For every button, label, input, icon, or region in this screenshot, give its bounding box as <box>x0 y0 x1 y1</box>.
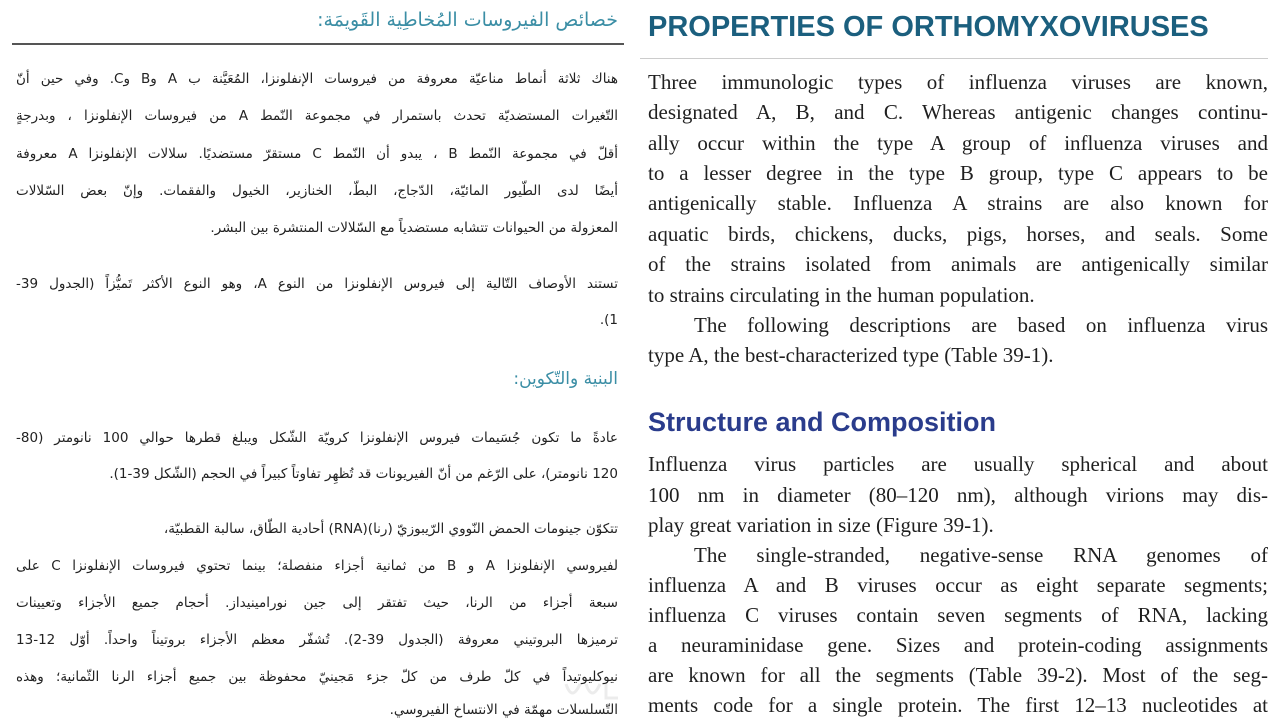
arabic-para1-line: أقلّ في مجموعة النّمط B ، يبدو أن النّمط C مستقرّ مستضديًا. سلالات الإنفلونزا A معروفة <box>16 146 618 162</box>
english-para1-line: to a lesser degree in the type B group, type C appears to be <box>648 161 1268 185</box>
arabic-para4-line: تتكوّن جينومات الحمض النّووي الرّيبوزيّ (رنا)(RNA) أحادية الطّاق، سالبة القطبيّة، <box>163 521 618 537</box>
arabic-title: خصائص الفيروسات المُخاطِية القَويمَة: <box>317 9 618 31</box>
arabic-section-heading: البنية والتّكوين: <box>513 369 618 389</box>
english-title: PROPERTIES OF ORTHOMYXOVIRUSES <box>648 11 1209 43</box>
english-para1-line: designated A, B, and C. Whereas antigenic changes continu- <box>648 100 1268 124</box>
arabic-para1-line: هناك ثلاثة أنماط مناعيّة معروفة من فيروسات الإنفلونزا، المُعَيَّنة ب A وB وC. وفي حين أنّ <box>16 71 618 87</box>
english-para2-line: The following descriptions are based on influenza virus <box>694 313 1268 337</box>
english-para3-line: Influenza virus particles are usually spherical and about <box>648 452 1268 476</box>
english-para2-line: type A, the best-characterized type (Table 39-1). <box>648 343 1054 367</box>
arabic-para4-line: سبعة أجزاء من الرنا، حيث تفتقر إلى جين نورامينيداز. أحجام جميع الأجزاء وتعيينات <box>16 595 618 611</box>
arabic-para1-line: المعزولة من الحيوانات تتشابه مستضدياً مع السّلالات المنتشرة بين البشر. <box>210 220 618 236</box>
arabic-para1-line: أيضًا لدى الطّيور المائيّة، الدّجاج، البطّ، الخنازير، الخيول والفقمات. وإنّ بعض السّلالات <box>16 183 618 199</box>
english-para1-line: Three immunologic types of influenza viruses are known, <box>648 70 1268 94</box>
english-para1-line: aquatic birds, chickens, ducks, pigs, horses, and seals. Some <box>648 222 1268 246</box>
english-para4-line: influenza A and B viruses occur as eight separate segments; <box>648 573 1268 597</box>
english-para4-line: a neuraminidase gene. Sizes and protein-coding assignments <box>648 633 1268 657</box>
english-section-heading: Structure and Composition <box>648 407 997 437</box>
arabic-para4-line: التّسلسلات مهمّة في الانتساخ الفيروسي. <box>389 702 618 718</box>
arabic-para4-line: لفيروسي الإنفلونزا A و B من ثمانية أجزاء منفصلة؛ بينما تحتوي فيروسات الإنفلونزا C على <box>16 558 618 574</box>
arabic-para1-line: التّغيرات المستضديّة تحدث باستمرار في مجموعة النّمط A من فيروسات الإنفلونزا ، وبدرجةٍ <box>16 108 619 124</box>
english-para4-line: The single-stranded, negative-sense RNA genomes of <box>694 543 1268 567</box>
english-para3-line: 100 nm in diameter (80–120 nm), although virions may dis- <box>648 483 1268 507</box>
english-para4-line: ments code for a single protein. The first 12–13 nucleotides at <box>648 693 1268 717</box>
arabic-para3-line: عادةً ما تكون جُسَيمات فيروس الإنفلونزا كرويّة الشّكل ويبلغ قطرها حوالي 100 نانومتر (80- <box>16 430 618 446</box>
english-para3-line: play great variation in size (Figure 39-1). <box>648 513 994 537</box>
english-para1-line: to strains circulating in the human population. <box>648 283 1035 307</box>
title-divider <box>640 58 1268 59</box>
arabic-para4-line: نيوكليوتيداً في كلّ طرف من كلّ جزء مَجينيّ محفوظة بين جميع أجزاء الرنا الثّمانية؛ وهذه <box>16 669 618 685</box>
arabic-para2-line: 1). <box>599 312 618 328</box>
english-para1-line: ally occur within the type A group of influenza viruses and <box>648 131 1268 155</box>
arabic-column <box>12 0 624 719</box>
english-para1-line: of the strains isolated from animals are antigenically similar <box>648 252 1268 276</box>
title-divider <box>12 43 624 45</box>
arabic-para2-line: تستند الأوصاف التّالية إلى فيروس الإنفلونزا من النوع A، وهو النوع الأكثر تَميُّزاً (الجدول 39- <box>16 276 618 292</box>
english-column <box>648 0 1268 719</box>
arabic-para4-line: ترميزها البروتيني معروفة (الجدول 39-2). تُشفّر معظم الأجزاء بروتيناً واحداً. أوّل 12-13 <box>16 632 618 648</box>
arabic-para3-line: 120 نانومتر)، على الرّغم من أنّ الفيريونات قد تُظهِر تفاوتاً كبيراً في الحجم (الشّكل 39-1). <box>109 466 618 482</box>
english-para1-line: antigenically stable. Influenza A strains are also known for <box>648 191 1268 215</box>
english-para4-line: are known for all the segments (Table 39-2). Most of the seg- <box>648 663 1268 687</box>
english-para4-line: influenza C viruses contain seven segments of RNA, lacking <box>648 603 1268 627</box>
